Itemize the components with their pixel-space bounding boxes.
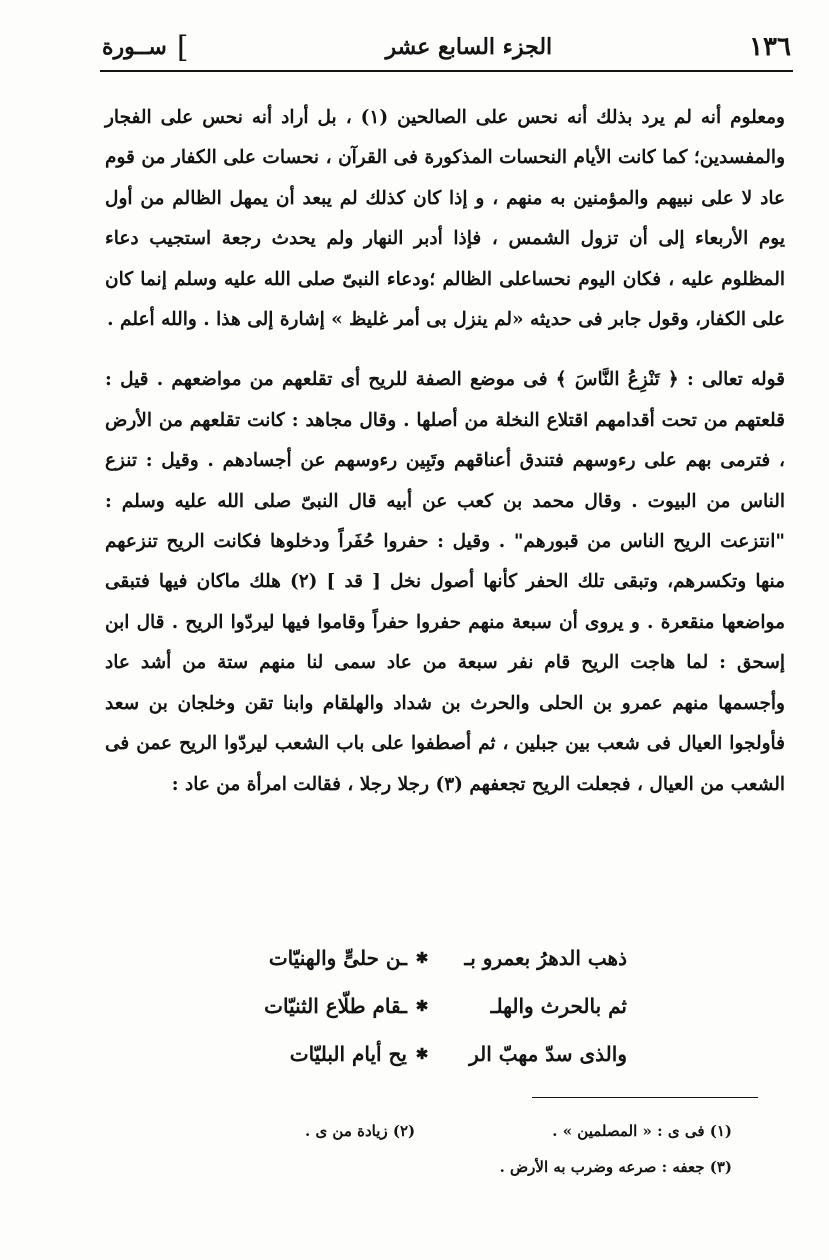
running-header <box>102 26 791 68</box>
verse-second-hemistich: ـن حلىٍّ والهنيّات <box>268 946 407 970</box>
verse-first-hemistich: ذهب الدهرُ بعمرو بـ <box>464 946 627 970</box>
verse-first-hemistich: ثم بالحرث والهلـ <box>490 994 627 1018</box>
poem-verse-2 <box>232 982 627 1030</box>
footnote-2: (٢) زيادة من ى . <box>305 1122 416 1140</box>
verse-second-hemistich: يح أيام البليّات <box>289 1042 407 1066</box>
paragraph-1: ومعلوم أنه لم يرد بذلك أنه نحس على الصالحين (١) ، بل أراد أنه نحس على الفجار والمفسدين؛ كما كانت الأيام النحسات المذكورة فى القرآن ، نحسات على الكفار من قوم عاد لا على نبيهم والمؤمنين به منهم ، و إذا كان كذلك لم يبعد أن يمهل الظالم من أول يوم الأربعاء إلى أن تزول الشمس ، فإذا أدبر النهار ولم يحدث رجعة استجيب دعاء المظلوم عليه ، فكان اليوم نحساعلى الظالم ؛ودعاء النبىّ صلى الله عليه وسلم إنما كان على الكفار، وقول جابر فى حديثه «لم ينزل بى أمر غليظ » إشارة إلى هذا . والله أعلم . <box>105 107 785 331</box>
surah-label-group <box>102 30 189 65</box>
footnote-rule <box>532 1097 758 1098</box>
footnote-1: (١) فى ى : « المصلمين » . <box>552 1122 732 1140</box>
footnote-3: (٣) جعفه : صرعه وضرب به الأرض . <box>499 1158 732 1176</box>
header-rule <box>100 70 793 72</box>
page-number: ١٣٦ <box>749 32 791 62</box>
surah-label: ســورة <box>102 34 167 60</box>
star-separator-icon: ✱ <box>415 949 429 967</box>
poem-verse-3 <box>232 1030 627 1078</box>
footnote-row <box>305 1113 732 1149</box>
star-separator-icon: ✱ <box>415 1045 429 1063</box>
poem <box>232 934 627 1078</box>
paragraph-2: قوله تعالى : ﴿ تَنْزِعُ النَّاسَ ﴾ فى موضع الصفة للريح أى تقلعهم من مواضعهم . قيل : قلعتهم من تحت أقدامهم اقتلاع النخلة من أصلها . وقال مجاهد : كانت تقلعهم من الأرض ، فترمى بهم على رءوسهم فتندق أعناقهم وتَبِين رءوسهم عن أجسادهم . وقيل : تنزع الناس من البيوت . وقال محمد بن كعب عن أبيه قال النبىّ صلى الله عليه وسلم : "انتزعت الريح الناس من قبورهم" . وقيل : حفروا حُفَراً ودخلوها فكانت الريح تنزعهم منها وتكسرهم، وتبقى تلك الحفر كأنها أصول نخل [ قد ] (٢) هلك ماكان فيها فتبقى مواضعها منقعرة . و يروى أن سبعة منهم حفروا حفراً وقاموا فيها ليردّوا الريح . قال ابن إسحق : لما هاجت الريح قام نفر سبعة من عاد سمى لنا منهم ستة من أشد عاد وأجسمها منهم عمرو بن الحلى والحرث بن شداد والهلقام وابنا تقن وخلجان بن سعد فأولجوا العيال فى شعب بين جبلين ، ثم أصطفوا على باب الشعب ليردّوا الريح عمن فى الشعب من العيال ، فجعلت الريح تجعفهم (٣) رجلا رجلا ، فقالت امرأة من عاد : <box>105 369 785 795</box>
main-text <box>105 98 785 805</box>
star-separator-icon: ✱ <box>415 997 429 1015</box>
footnotes <box>305 1113 732 1185</box>
verse-first-hemistich: والذى سدّ مهبّ الر <box>469 1042 627 1066</box>
juz-title: الجزء السابع عشر <box>385 34 553 60</box>
poem-verse-1 <box>232 934 627 982</box>
footnote-row <box>305 1149 732 1185</box>
header-bracket: [ <box>176 29 189 65</box>
verse-second-hemistich: ـقام طلّاع الثنيّات <box>264 994 407 1018</box>
